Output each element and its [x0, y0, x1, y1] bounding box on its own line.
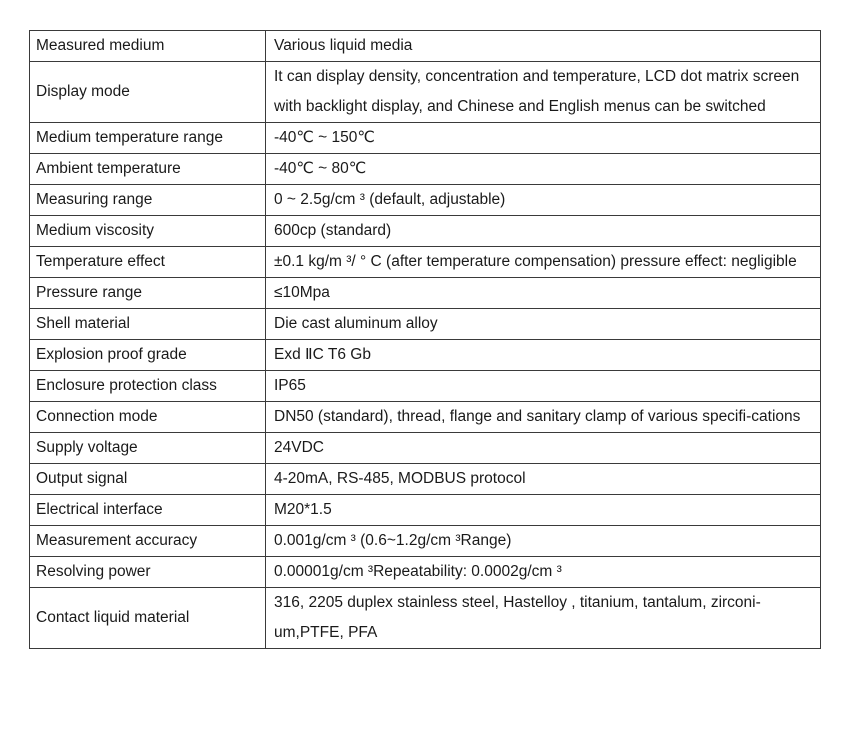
spec-label: Connection mode	[30, 402, 266, 433]
table-row	[30, 371, 821, 402]
spec-value: 600cp (standard)	[266, 216, 821, 247]
spec-label: Ambient temperature	[30, 154, 266, 185]
spec-label: Measured medium	[30, 31, 266, 62]
spec-value: 0.00001g/cm ³Repeatability: 0.0002g/cm ³	[266, 557, 821, 588]
table-row	[30, 526, 821, 557]
spec-value: M20*1.5	[266, 495, 821, 526]
spec-label: Enclosure protection class	[30, 371, 266, 402]
table-row	[30, 464, 821, 495]
table-row	[30, 433, 821, 464]
spec-value: 316, 2205 duplex stainless steel, Hastelloy , titanium, tantalum, zirconi-um,PTFE, PFA	[266, 588, 821, 649]
spec-value: Exd ⅡC T6 Gb	[266, 340, 821, 371]
spec-label: Measurement accuracy	[30, 526, 266, 557]
table-row	[30, 154, 821, 185]
table-row	[30, 495, 821, 526]
spec-label: Pressure range	[30, 278, 266, 309]
spec-value: 0.001g/cm ³ (0.6~1.2g/cm ³Range)	[266, 526, 821, 557]
spec-label: Temperature effect	[30, 247, 266, 278]
spec-label: Contact liquid material	[30, 588, 266, 649]
table-row	[30, 185, 821, 216]
spec-table	[29, 30, 821, 649]
table-row	[30, 309, 821, 340]
spec-value: DN50 (standard), thread, flange and sanitary clamp of various specifi-cations	[266, 402, 821, 433]
spec-value: 24VDC	[266, 433, 821, 464]
table-row	[30, 278, 821, 309]
table-row	[30, 62, 821, 123]
table-row	[30, 31, 821, 62]
spec-value: ≤10Mpa	[266, 278, 821, 309]
spec-label: Display mode	[30, 62, 266, 123]
spec-value: IP65	[266, 371, 821, 402]
spec-value: 0 ~ 2.5g/cm ³ (default, adjustable)	[266, 185, 821, 216]
spec-value: Various liquid media	[266, 31, 821, 62]
spec-value: -40℃ ~ 80℃	[266, 154, 821, 185]
table-row	[30, 216, 821, 247]
spec-value: -40℃ ~ 150℃	[266, 123, 821, 154]
spec-value: ±0.1 kg/m ³/ ° C (after temperature compensation) pressure effect: negligible	[266, 247, 821, 278]
spec-value: Die cast aluminum alloy	[266, 309, 821, 340]
spec-label: Medium viscosity	[30, 216, 266, 247]
table-row	[30, 402, 821, 433]
spec-label: Supply voltage	[30, 433, 266, 464]
spec-label: Explosion proof grade	[30, 340, 266, 371]
table-row	[30, 123, 821, 154]
table-row	[30, 247, 821, 278]
spec-label: Electrical interface	[30, 495, 266, 526]
spec-value: It can display density, concentration and temperature, LCD dot matrix screen with backlight display, and Chinese and English menus can be switched	[266, 62, 821, 123]
spec-label: Shell material	[30, 309, 266, 340]
spec-value: 4-20mA, RS-485, MODBUS protocol	[266, 464, 821, 495]
spec-label: Output signal	[30, 464, 266, 495]
table-row	[30, 588, 821, 649]
spec-label: Measuring range	[30, 185, 266, 216]
spec-label: Resolving power	[30, 557, 266, 588]
table-row	[30, 340, 821, 371]
table-row	[30, 557, 821, 588]
spec-label: Medium temperature range	[30, 123, 266, 154]
